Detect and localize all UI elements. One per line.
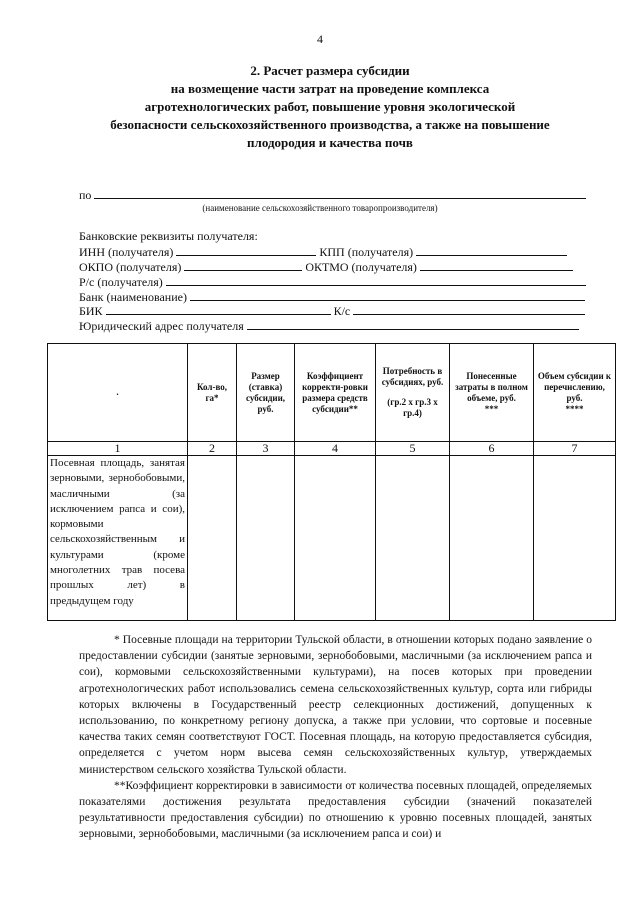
column-number: 7 <box>534 442 616 456</box>
bik-field[interactable] <box>106 303 331 315</box>
header-need-formula: (гр.2 х гр.3 х гр.4) <box>387 397 438 418</box>
header-rate: Размер (ставка) субсидии, руб. <box>237 344 295 442</box>
rs-label: Р/с (получателя) <box>79 275 163 289</box>
need-cell[interactable] <box>376 456 450 621</box>
volume-cell[interactable] <box>534 456 616 621</box>
address-row <box>79 318 579 333</box>
address-field[interactable] <box>247 318 579 330</box>
okpo-oktmo-row <box>79 259 573 274</box>
ks-field[interactable] <box>353 303 585 315</box>
title-line: агротехнологических работ, повышение уровня экологической <box>144 99 516 114</box>
inn-field[interactable] <box>176 244 316 256</box>
header-quantity: Кол-во, га* <box>188 344 237 442</box>
address-label: Юридический адрес получателя <box>79 319 244 333</box>
header-volume-mark: **** <box>565 403 584 414</box>
inn-label: ИНН (получателя) <box>79 245 174 259</box>
header-costs <box>450 344 534 442</box>
header-need-label: Потребность в субсидиях, руб. <box>381 366 444 387</box>
column-number: 3 <box>237 442 295 456</box>
title-line: безопасности сельскохозяйственного производства, а также на повышение <box>110 117 550 132</box>
bank-name-label: Банк (наименование) <box>79 290 187 304</box>
header-coefficient: Коэффициент корректи-ровки размера средств субсидии** <box>295 344 376 442</box>
column-number: 2 <box>188 442 237 456</box>
footnote-2: **Коэффициент корректировки в зависимости от количества посевных площадей, определяемых показателями достижения результата предоставления субсидии (значений показателей результативности предоставления субсидии) по отношению к уровню посевных площадей, занятых зерновыми, зернобобовыми, масличными (за исключением рапса и сои) и <box>79 779 592 841</box>
okpo-label: ОКПО (получателя) <box>79 260 182 274</box>
kpp-field[interactable] <box>416 244 567 256</box>
bank-name-field[interactable] <box>190 289 585 301</box>
page-number: 4 <box>317 32 323 46</box>
rs-field[interactable] <box>166 274 586 286</box>
header-volume-label: Объем субсидии к перечислению, руб. <box>537 370 612 403</box>
ks-label: К/с <box>333 304 351 318</box>
bank-header: Банковские реквизиты получателя: <box>79 229 258 243</box>
subsidy-table <box>47 343 616 621</box>
header-need <box>376 344 450 442</box>
header-volume <box>534 344 616 442</box>
section-title <box>60 62 600 152</box>
inn-kpp-row <box>79 244 567 259</box>
bank-name-row <box>79 289 585 304</box>
title-line: на возмещение части затрат на проведение комплекса <box>170 81 490 96</box>
oktmo-label: ОКТМО (получателя) <box>305 260 417 274</box>
quantity-cell[interactable] <box>188 456 237 621</box>
footnote-1: * Посевные площади на территории Тульской области, в отношении которых подано заявление о предоставлении субсидии (занятые зерновыми, зернобобовыми, масличными (за исключением рапса и сои), кормовыми сельскохозяйственными культурами), на посев которых при проведении агротехнологических работ использовались семена сельскохозяйственных культур, сорта или гибриды которых включены в Государственный реестр селекционных достижений, допущенных к использованию, по конкретному региону допуска, а также при условии, что сортовые и посевные качества таких семян соответствуют ГОСТ. Посевная площадь, на которую предоставляется субсидия, определяется с учетом норм высева семян сельскохозяйственных культур, утверждаемых министерством сельского хозяйства Тульской области. <box>79 634 592 776</box>
table-row <box>48 456 616 621</box>
rate-cell[interactable] <box>237 456 295 621</box>
table-header-row <box>48 344 616 442</box>
oktmo-field[interactable] <box>420 259 573 271</box>
header-costs-label: Понесенные затраты в полном объеме, руб. <box>455 370 528 403</box>
bik-label: БИК <box>79 304 103 318</box>
footnotes <box>79 632 592 843</box>
title-line: плодородия и качества почв <box>247 135 413 150</box>
column-number: 1 <box>48 442 188 456</box>
title-line: 2. Расчет размера субсидии <box>250 63 410 78</box>
column-number: 6 <box>450 442 534 456</box>
producer-row <box>79 187 586 202</box>
kpp-label: КПП (получателя) <box>319 245 414 259</box>
coefficient-cell[interactable] <box>295 456 376 621</box>
po-label: по <box>79 188 92 202</box>
column-numbers-row <box>48 442 616 456</box>
bik-ks-row <box>79 303 585 318</box>
costs-cell[interactable] <box>450 456 534 621</box>
producer-name-field[interactable] <box>94 187 586 199</box>
rs-row <box>79 274 586 289</box>
column-number: 4 <box>295 442 376 456</box>
producer-caption: (наименование сельскохозяйственного товаропроизводителя) <box>202 203 438 213</box>
header-col-1: . <box>48 344 188 442</box>
header-costs-mark: *** <box>484 403 499 414</box>
okpo-field[interactable] <box>184 259 302 271</box>
column-number: 5 <box>376 442 450 456</box>
row-description: Посевная площадь, занятая зерновыми, зернобобовыми, масличными (за исключением рапса и сои), кормовыми сельскохозяйственным и культурами (кроме многолетних трав посева прошлых лет) в предыдущем году <box>48 456 188 621</box>
